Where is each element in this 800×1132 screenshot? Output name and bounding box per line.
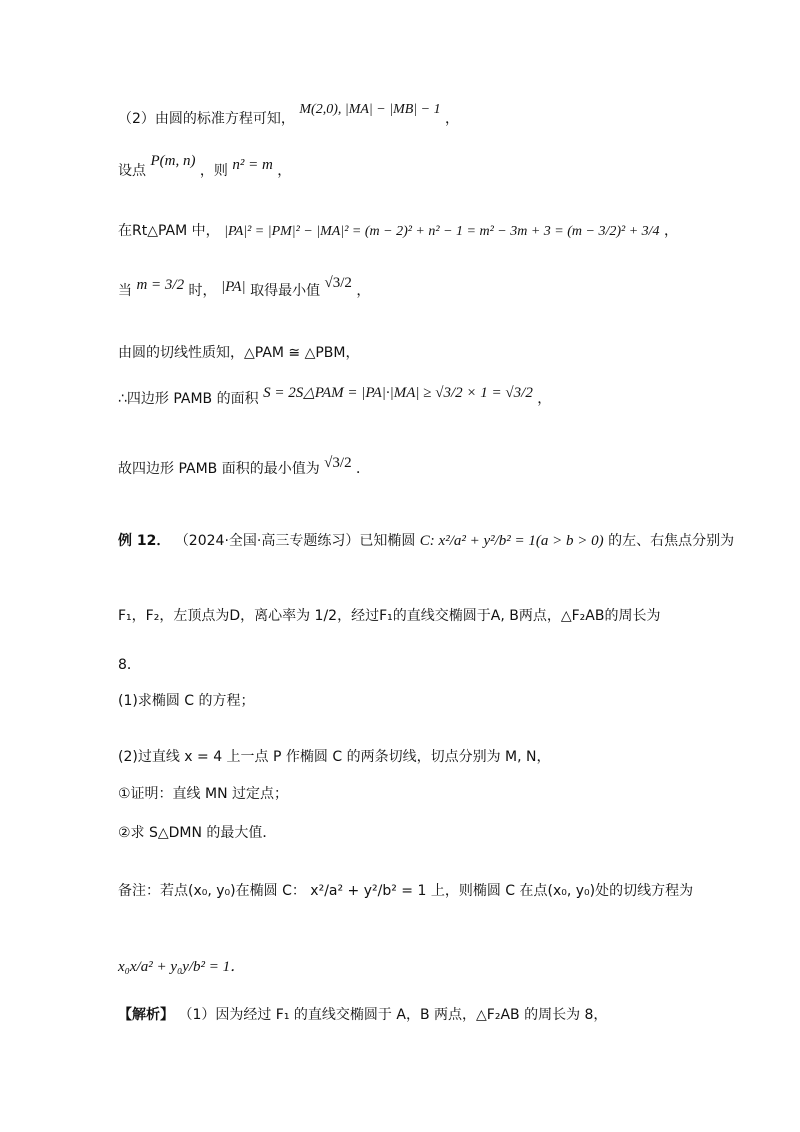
- text: 8．: [118, 657, 141, 673]
- text: ．: [356, 461, 371, 477]
- text: ，: [356, 283, 371, 299]
- solution-line-2: [118, 153, 292, 180]
- text: 当: [118, 283, 132, 299]
- text: (1)求椭圆 C 的方程；: [118, 693, 255, 709]
- math: M(2,0), |MA| − |MB| − 1: [299, 102, 441, 117]
- text: （2）由圆的标准方程可知，: [118, 111, 295, 127]
- text: 备注：若点(x₀, y₀)在椭圆 C： x²/a² + y²/b² = 1 上，则椭圆 C 在点(x₀, y₀)处的切线方程为: [118, 883, 694, 899]
- text: 由圆的切线性质知，△PAM ≅ △PBM，: [118, 345, 360, 361]
- math: x₀x/a² + y₀y/b² = 1．: [118, 959, 246, 975]
- math: √3/2: [324, 455, 352, 471]
- problem-line-3: [118, 654, 141, 674]
- math: m = 3/2: [136, 277, 185, 293]
- math: |PA|² = |PM|² − |MA|² = (m − 2)² + n² − 1 = m² − 3m + 3 = (m − 3/2)² + 3/4: [224, 224, 660, 239]
- text: （1）因为经过 F₁ 的直线交椭圆于 A，B 两点，△F₂AB 的周长为 8，: [178, 1007, 608, 1023]
- note-line: [118, 880, 693, 900]
- text: ，: [537, 391, 552, 407]
- solution-line-6: [118, 385, 552, 408]
- text: 的左、右焦点分别为: [608, 533, 735, 549]
- text: ，则: [199, 163, 228, 179]
- text: ①证明：直线 MN 过定点；: [118, 786, 289, 802]
- question-2-part-2: [118, 822, 276, 842]
- example-12-line: [118, 530, 734, 550]
- example-label: 例 12．: [118, 533, 171, 549]
- text: 取得最小值: [250, 283, 321, 299]
- text: ②求 S△DMN 的最大值．: [118, 825, 277, 841]
- problem-line-2: [118, 605, 660, 625]
- math: √3/2: [324, 275, 352, 291]
- text: （2024·全国·高三专题练习）已知椭圆: [174, 533, 416, 549]
- solution-line-5: [118, 342, 360, 362]
- text: 故四边形 PAMB 面积的最小值为: [118, 461, 320, 477]
- text: 设点: [118, 163, 146, 179]
- text: 时，: [188, 283, 217, 299]
- text: ，: [663, 223, 678, 239]
- analysis-label: 【解析】: [118, 1007, 174, 1023]
- tangent-equation: [118, 955, 245, 976]
- text: ∴四边形 PAMB 的面积: [118, 391, 259, 407]
- text: (2)过直线 x = 4 上一点 P 作椭圆 C 的两条切线，切点分别为 M, N，: [118, 749, 551, 765]
- question-2-part-1: [118, 783, 288, 803]
- solution-line-1: [118, 102, 460, 128]
- math: P(m, n): [150, 153, 196, 169]
- text: 在Rt△PAM 中，: [118, 223, 220, 239]
- question-1: [118, 690, 255, 710]
- math: S = 2S△PAM = |PA|·|MA| ≥ √3/2 × 1 = √3/2: [263, 385, 533, 401]
- math: |PA|: [220, 279, 246, 295]
- math: n² = m: [232, 157, 273, 173]
- solution-start: [118, 1004, 607, 1024]
- text: ，: [445, 111, 460, 127]
- text: F₁，F₂，左顶点为D，离心率为 1/2，经过F₁的直线交椭圆于A, B两点，△F₂AB的周长为: [118, 608, 661, 624]
- solution-line-7: [118, 455, 371, 478]
- text: ，: [277, 163, 292, 179]
- solution-line-3: [118, 220, 678, 240]
- solution-line-4: [118, 275, 371, 300]
- math: C: x²/a² + y²/b² = 1(a > b > 0): [419, 533, 604, 549]
- question-2: [118, 746, 550, 766]
